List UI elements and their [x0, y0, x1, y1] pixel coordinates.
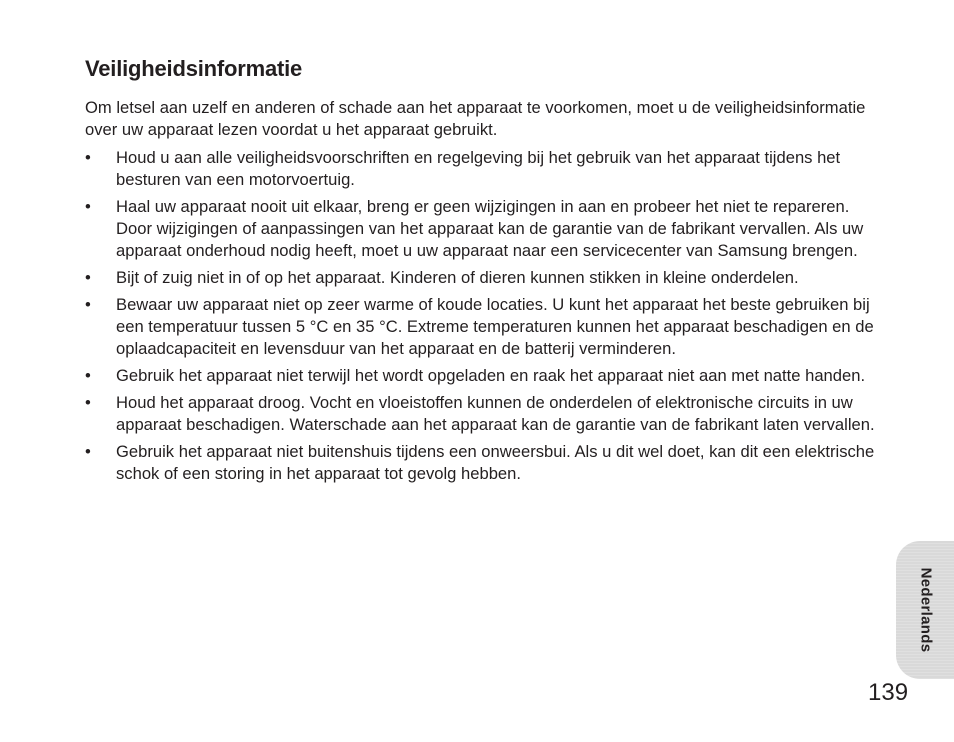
intro-paragraph: Om letsel aan uzelf en anderen of schade aan het apparaat te voorkomen, moet u de veiligheidsinformatie over uw apparaat lezen voordat u het apparaat gebruikt.: [85, 98, 866, 139]
page-number: 139: [868, 679, 909, 706]
bullet-marker: •: [85, 295, 91, 314]
bullet-text: Haal uw apparaat nooit uit elkaar, breng er geen wijzigingen in aan en probeer het niet te repareren. Door wijzigingen of aanpassingen van het apparaat kan de garantie van de fabrikant vervallen. Als uw apparaat onderhoud nodig heeft, moet u uw apparaat naar een servicecenter van Samsung brengen.: [116, 197, 864, 260]
bullet-item: [85, 196, 877, 262]
bullet-item: [85, 267, 877, 289]
bullet-text: Bewaar uw apparaat niet op zeer warme of koude locaties. U kunt het apparaat het beste gebruiken bij een temperatuur tussen 5 °C en 35 °C. Extreme temperaturen kunnen het apparaat beschadigen en de oplaadcapaciteit en levensduur van het apparaat en de batterij verminderen.: [116, 295, 874, 358]
bullet-item: [85, 441, 877, 485]
bullet-marker: •: [85, 148, 91, 167]
bullet-text: Gebruik het apparaat niet buitenshuis tijdens een onweersbui. Als u dit wel doet, kan dit een elektrische schok of een storing in het apparaat tot gevolg hebben.: [116, 442, 875, 483]
bullet-text: Bijt of zuig niet in of op het apparaat. Kinderen of dieren kunnen stikken in kleine onderdelen.: [116, 268, 799, 287]
bullet-marker: •: [85, 366, 91, 385]
bullet-item: [85, 294, 877, 360]
bullet-marker: •: [85, 393, 91, 412]
language-label: Nederlands: [917, 567, 935, 653]
bullet-item: [85, 392, 877, 436]
bullet-text: Houd het apparaat droog. Vocht en vloeistoffen kunnen de onderdelen of elektronische circuits in uw apparaat beschadigen. Waterschade aan het apparaat kan de garantie van de fabrikant laten vervallen.: [116, 393, 875, 434]
bullet-text: Gebruik het apparaat niet terwijl het wordt opgeladen en raak het apparaat niet aan met natte handen.: [116, 366, 866, 385]
safety-bullet-list: [85, 147, 877, 490]
bullet-marker: •: [85, 268, 91, 287]
language-side-tab: [896, 541, 954, 679]
bullet-item: [85, 365, 877, 387]
bullet-marker: •: [85, 197, 91, 216]
section-title: Veiligheidsinformatie: [85, 56, 303, 81]
bullet-text: Houd u aan alle veiligheidsvoorschriften en regelgeving bij het gebruik van het apparaat tijdens het besturen van een motorvoertuig.: [116, 148, 841, 189]
bullet-marker: •: [85, 442, 91, 461]
bullet-item: [85, 147, 877, 191]
